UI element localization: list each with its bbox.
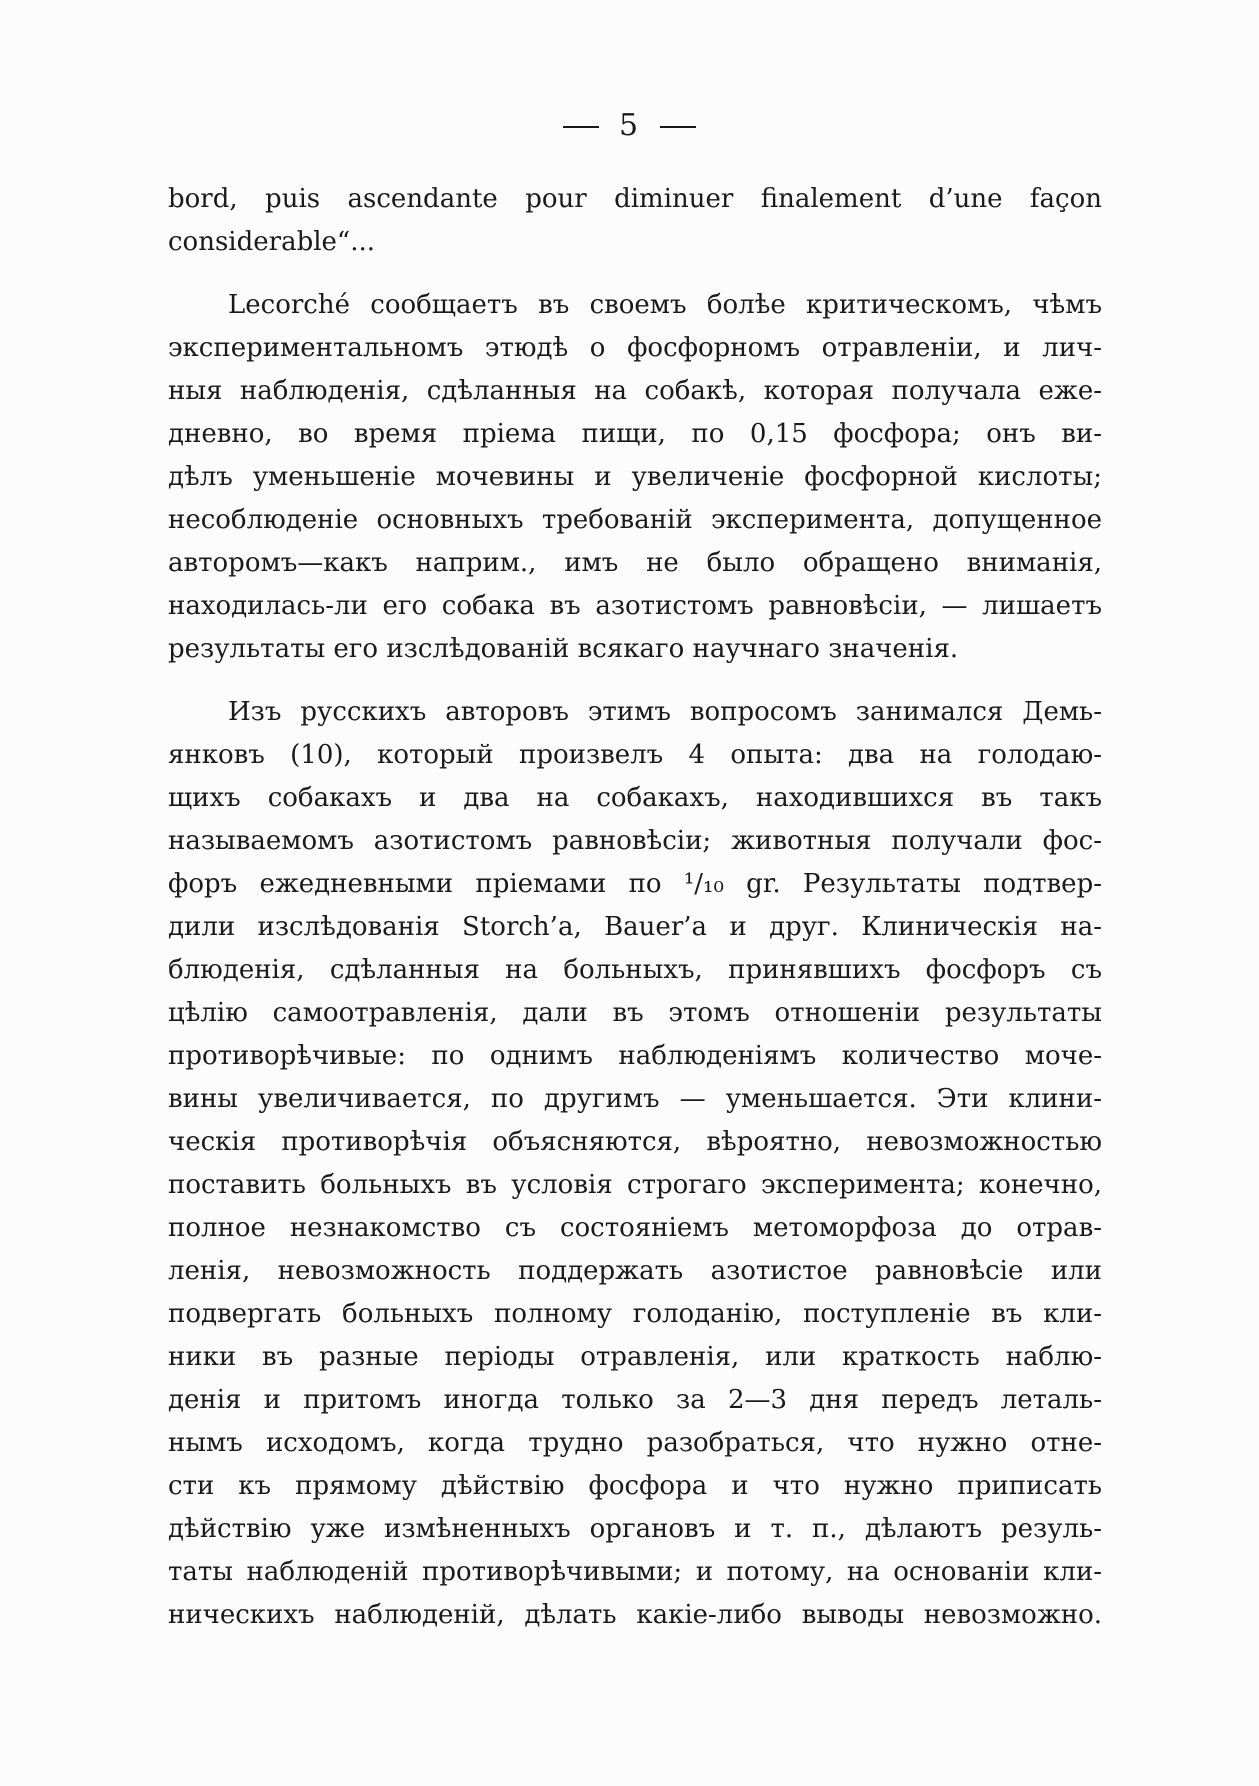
text-line: результаты его изслѣдованій всякаго научнаго значенія. (168, 634, 959, 664)
text-line: дневно, во время пріема пищи, по 0,15 фосфора; онъ ви- (168, 419, 1102, 449)
text-line: несоблюденіе основныхъ требованій эксперимента, допущенное (168, 505, 1102, 535)
dash-left (563, 126, 599, 128)
text-line: денія и притомъ иногда только за 2—3 дня передъ леталь- (168, 1385, 1102, 1415)
text-line: блюденія, сдѣланныя на больныхъ, принявшихъ фосфоръ съ (168, 955, 1102, 985)
text-line: подвергать больныхъ полному голоданію, поступленіе въ кли- (168, 1299, 1102, 1329)
body-text (168, 178, 1102, 1637)
text-line: ческія противорѣчія объясняются, вѣроятно, невозможностью (168, 1127, 1102, 1157)
text-line: находилась-ли его собака въ азотистомъ равновѣсіи, — лишаетъ (168, 591, 1102, 621)
text-line: Изъ русскихъ авторовъ этимъ вопросомъ занимался Демь- (228, 697, 1102, 727)
page-number-value: 5 (618, 108, 641, 143)
text-line: дили изслѣдованія Storch’a, Bauer’a и друг. Клиническія на- (168, 912, 1102, 942)
text-line: вины увеличивается, по другимъ — уменьшается. Эти клини- (168, 1084, 1102, 1114)
text-line: цѣлію самоотравленія, дали въ этомъ отношеніи результаты (168, 998, 1102, 1028)
text-line: таты наблюденій противорѣчивыми; и потому, на основаніи кли- (168, 1557, 1102, 1587)
page-number (0, 108, 1259, 143)
text-line: поставить больныхъ въ условія строгаго эксперимента; конечно, (168, 1170, 1102, 1200)
text-line: называемомъ азотистомъ равновѣсіи; животныя получали фос- (168, 826, 1102, 856)
text-line: противорѣчивые: по однимъ наблюденіямъ количество моче- (168, 1041, 1102, 1071)
text-line: ныя наблюденія, сдѣланныя на собакѣ, которая получала еже- (168, 376, 1102, 406)
text-line: авторомъ—какъ наприм., имъ не было обращено вниманія, (168, 548, 1102, 578)
text-line: bord, puis ascendante pour diminuer finalement d’une façon (168, 184, 1102, 214)
text-line: экспериментальномъ этюдѣ о фосфорномъ отравленіи, и лич- (168, 333, 1102, 363)
text-line: considerable“... (168, 227, 376, 257)
text-line: форъ ежедневными пріемами по ¹/₁₀ gr. Результаты подтвер- (168, 869, 1102, 899)
text-line: ленія, невозможность поддержать азотистое равновѣсіе или (168, 1256, 1102, 1286)
text-line: ническихъ наблюденій, дѣлать какіе-либо выводы невозможно. (168, 1600, 1102, 1630)
dash-right (660, 126, 696, 128)
text-line: сти къ прямому дѣйствію фосфора и что нужно приписать (168, 1471, 1102, 1501)
text-line: Lecorché сообщаетъ въ своемъ болѣе критическомъ, чѣмъ (228, 290, 1102, 320)
text-line: ники въ разные періоды отравленія, или краткость наблю- (168, 1342, 1102, 1372)
text-line: янковъ (10), который произвелъ 4 опыта: два на голодаю- (168, 740, 1102, 770)
text-line: дѣйствію уже измѣненныхъ органовъ и т. п., дѣлаютъ резуль- (168, 1514, 1102, 1544)
text-line: дѣлъ уменьшеніе мочевины и увеличеніе фосфорной кислоты; (168, 462, 1102, 492)
text-line: полное незнакомство съ состояніемъ метоморфоза до отрав- (168, 1213, 1102, 1243)
text-line: щихъ собакахъ и два на собакахъ, находившихся въ такъ (168, 783, 1102, 813)
text-line: нымъ исходомъ, когда трудно разобраться, что нужно отне- (168, 1428, 1102, 1458)
